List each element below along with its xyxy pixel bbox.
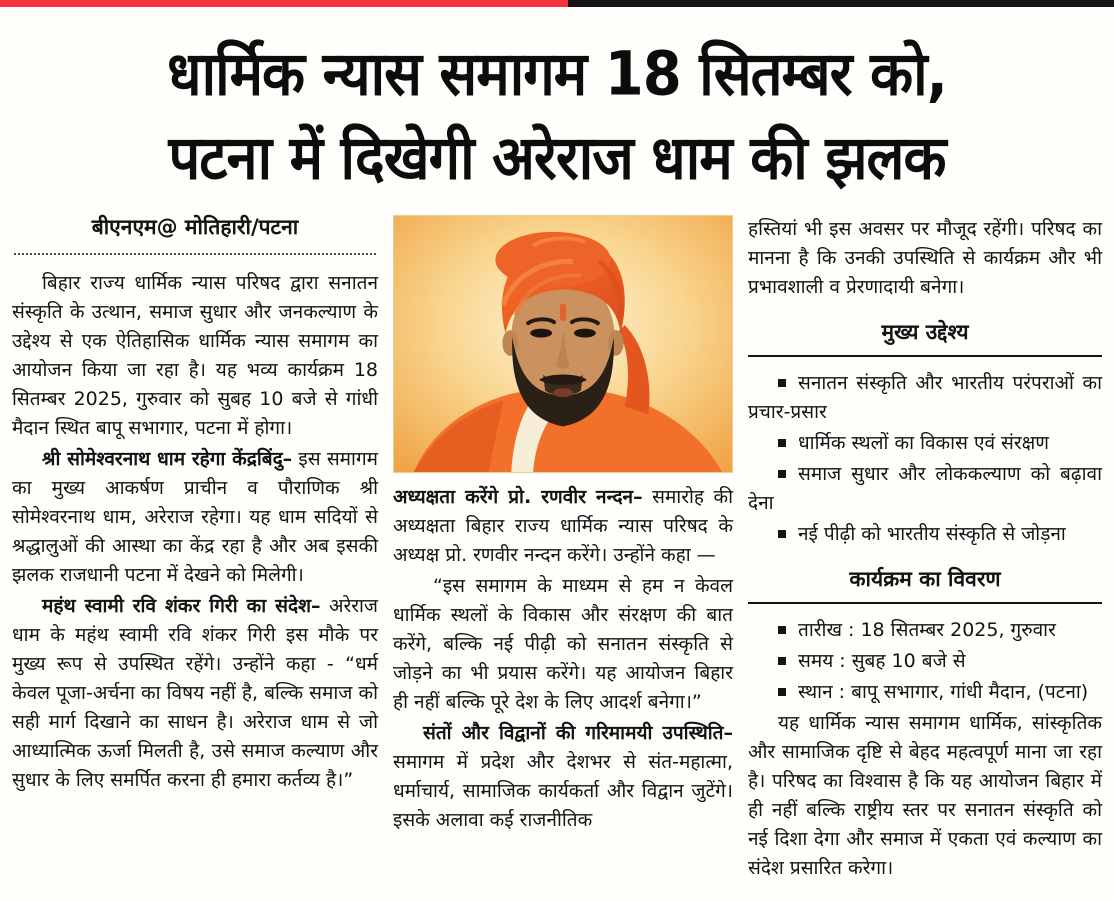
objective-item-3-text: समाज सुधार और लोककल्याण को बढ़ावा देना [748, 463, 1102, 514]
column-left [12, 207, 378, 885]
headline-line-2: पटना में दिखेगी अरेराज धाम की झलक [168, 123, 946, 194]
objective-item-2 [748, 429, 1102, 458]
objective-item-4-text: नई पीढ़ी को भारतीय संस्कृति से जोड़ना [798, 523, 1066, 545]
section-heading-programme: कार्यक्रम का विवरण [849, 567, 1001, 591]
section-rule-1 [748, 355, 1102, 357]
detail-item-date-text: तारीख : 18 सितम्बर 2025, गुरुवार [798, 619, 1056, 641]
seer-portrait-photo [393, 215, 733, 473]
detail-item-date [748, 616, 1102, 645]
byline-dotted-rule [14, 252, 376, 255]
left-paragraph-2-lead: श्री सोमेश्वरनाथ धाम रहेगा केंद्रबिंदु– [42, 448, 293, 470]
chairman-quote: “इस समागम के माध्यम से हम न केवल धार्मिक स्थलों के विकास और संरक्षण की बात करेंगे, बल्कि नई पीढ़ी को सनातन संस्कृति से जोड़ने का भी प्रयास करेंगे। यह आयोजन बिहार ही नहीं बल्कि पूरे देश के लिए आदर्श बनेगा।” [393, 575, 733, 713]
objective-item-3 [748, 460, 1102, 518]
top-rule-black-segment [568, 0, 1114, 7]
left-paragraph-3 [12, 592, 378, 795]
left-paragraph-1: बिहार राज्य धार्मिक न्यास परिषद द्वारा सनातन संस्कृति के उत्थान, समाज सुधार और जनकल्याण के उद्देश्य से एक ऐतिहासिक धार्मिक न्यास समागम का आयोजन किया जा रहा है। यह भव्य कार्यक्रम 18 सितम्बर 2025, गुरुवार को सुबह 10 बजे से गांधी मैदान स्थित बापू सभागार, पटना में होगा। [12, 272, 378, 439]
middle-paragraph-2 [393, 719, 733, 835]
photo-caption-paragraph [393, 483, 733, 570]
bullet-square-icon [778, 439, 786, 447]
headline-line-1: धार्मिक न्यास समागम 18 सितम्बर को, [167, 39, 947, 110]
bullet-square-icon [778, 379, 786, 387]
middle-paragraph-2-text: समागम में प्रदेश और देशभर से संत-महात्मा, धर्माचार्य, सामाजिक कार्यकर्ता और विद्वान जुटेंगे। इसके अलावा कई राजनीतिक [393, 751, 733, 831]
bullet-square-icon [778, 470, 786, 478]
caption-text: समारोह की अध्यक्षता बिहार राज्य धार्मिक न्यास परिषद के अध्यक्ष प्रो. रणवीर नन्दन करेंगे। उन्होंने कहा — [393, 486, 733, 566]
seer-portrait-illustration [394, 216, 732, 472]
right-paragraph-1: हस्तियां भी इस अवसर पर मौजूद रहेंगी। परिषद का मानना है कि उनकी उपस्थिति से कार्यक्रम और भी प्रभावशाली व प्रेरणादायी बनेगा। [748, 218, 1102, 298]
middle-paragraph-2-lead: संतों और विद्वानों की गरिमामयी उपस्थिति– [423, 722, 733, 744]
objective-item-1 [748, 369, 1102, 427]
left-paragraph-3-lead: महंथ स्वामी रवि शंकर गिरी का संदेश– [42, 595, 321, 617]
bullet-square-icon [778, 626, 786, 634]
detail-item-time [748, 647, 1102, 676]
article-headline [0, 33, 1114, 201]
article-body [0, 201, 1114, 885]
bullet-square-icon [778, 530, 786, 538]
caption-lead: अध्यक्षता करेंगे प्रो. रणवीर नन्दन– [393, 486, 643, 508]
objective-item-4 [748, 520, 1102, 549]
section-heading-objectives: मुख्य उद्देश्य [881, 320, 969, 344]
column-middle [393, 207, 733, 885]
detail-item-venue [748, 678, 1102, 707]
left-paragraph-2-text: इस समागम का मुख्य आकर्षण प्राचीन व पौराणिक श्री सोमेश्वरनाथ धाम, अरेराज रहेगा। यह धाम सदियों से श्रद्धालुओं की आस्था का केंद्र रहा है और अब इसकी झलक राजधानी पटना में देखने को मिलेगी। [12, 448, 379, 586]
bullet-square-icon [778, 657, 786, 665]
detail-item-time-text: समय : सुबह 10 बजे से [798, 650, 966, 672]
right-paragraph-2: यह धार्मिक न्यास समागम धार्मिक, सांस्कृतिक और सामाजिक दृष्टि से बेहद महत्वपूर्ण माना जा रहा है। परिषद का विश्वास है कि यह आयोजन बिहार में ही नहीं बल्कि राष्ट्रीय स्तर पर सनातन संस्कृति को नई दिशा देगा और समाज में एकता एवं कल्याण का संदेश प्रसारित करेगा। [748, 712, 1102, 879]
top-rule [0, 0, 1114, 7]
top-rule-red-segment [0, 0, 568, 7]
left-paragraph-2 [12, 445, 378, 590]
column-right [748, 207, 1102, 885]
left-paragraph-3-text: अरेराज धाम के महंथ स्वामी रवि शंकर गिरी इस मौके पर मुख्य रूप से उपस्थित रहेंगे। उन्होंने कहा - “धर्म केवल पूजा-अर्चना का विषय नहीं है, बल्कि समाज को सही मार्ग दिखाने का साधन है। अरेराज धाम से जो आध्यात्मिक ऊर्जा मिलती है, उसे समाज कल्याण और सुधार के लिए समर्पित करना ही हमारा कर्तव्य है।” [12, 595, 379, 791]
detail-item-venue-text: स्थान : बापू सभागार, गांधी मैदान, (पटना) [798, 681, 1089, 703]
section-rule-2 [748, 602, 1102, 604]
objective-item-1-text: सनातन संस्कृति और भारतीय परंपराओं का प्रचार-प्रसार [748, 372, 1102, 423]
objective-item-2-text: धार्मिक स्थलों का विकास एवं संरक्षण [798, 432, 1050, 454]
byline: बीएनएम@ मोतिहारी/पटना [91, 215, 299, 239]
bullet-square-icon [778, 688, 786, 696]
